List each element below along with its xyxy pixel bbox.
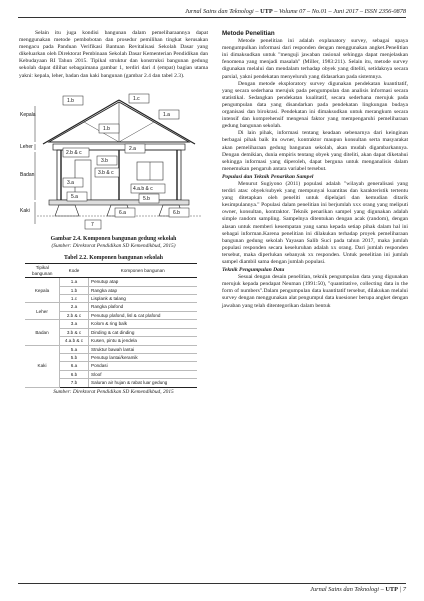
th-component: Komponen bangunan: [89, 264, 198, 278]
th-typical: Tipikal bangunan: [25, 264, 60, 278]
group-cell: Badan: [25, 320, 60, 345]
components-table: [25, 263, 197, 387]
table-row: [25, 303, 197, 311]
left-column: [19, 30, 208, 395]
page-number: 7: [402, 586, 406, 593]
intro-paragraph: Selain itu juga kondisi bangunan dalam pemeliharaannya dapat menggunakan metode pembobotan dan prosedur pemilihan tingkat kerusakan mengacu pada Panduan Verifikasi Bantuan Revitalisasi Sekolah Dasar yang dikeluarkan oleh Direktorat Pembinaan Sekolah Dasar Kementerian Pendidikan dan Kebudayaan RI Tahun 2015. Tipikal struktur dan konstruksi bangunan gedung sekolah dapat dilihat sebagaimana gambar 1, terdiri dari 4 (empat) bagian utama yakni: kepala, leher, badan dan kaki bangunan (gambar 2.4 dan tabel 2.3).: [19, 30, 208, 79]
code-cell: 5.b: [60, 353, 89, 361]
component-cell: Rangka atap: [89, 286, 198, 294]
component-cell: Saluran air hujan & rabat luar gedung: [89, 379, 198, 387]
label-kaki: Kaki: [20, 207, 30, 214]
footer-brand: UTP: [385, 586, 398, 593]
code-1a: 1.a: [163, 111, 170, 118]
code-cell: 2.b & c: [60, 311, 89, 319]
code-cell: 1.b: [60, 286, 89, 294]
table-source: Sumber: Direktorat Pendidikan SD Kemendikbud, 2015: [53, 388, 174, 395]
subsection-data-collection: Teknik Pengumpulan Data: [222, 267, 285, 274]
code-2bc: 2.b & c: [66, 149, 82, 156]
right-column: [222, 30, 408, 310]
foundation-left: [55, 205, 79, 216]
code-4abc: 4.a.b & c: [133, 185, 153, 192]
th-code: Kode: [60, 264, 89, 278]
table-header-row: [25, 264, 197, 278]
code-cell: 3.b & c: [60, 328, 89, 336]
table-row: [25, 320, 197, 328]
paragraph-method: Metode penelitian ini adalah explanatory survey, sebagai upaya mengumpulkan informasi dari responden dengan menggunakan angket.Penelitian ini dimaksudkan untuk "menguji jawaban rasional sehingga dapat menjelaskan fenomena yang menjadi masalah" (Miller, 1983:211). Selain itu, metode survey digunakan melalui dan mendalam terhadap obyek yang diteliti, setidaknya secara parsial, yakni pendekatan menyeluruh yang didasarkan pada sistemnya.: [222, 38, 408, 80]
code-cell: 2.a: [60, 303, 89, 311]
code-3a: 3.a: [67, 179, 74, 186]
label-boxes: [63, 94, 189, 229]
group-cell: Kaki: [25, 345, 60, 387]
component-cell: Penutup plafond, lisl & cat plafond: [89, 311, 198, 319]
label-kepala: Kepala: [20, 111, 36, 118]
label-leher: Leher: [20, 143, 33, 150]
component-cell: Dinding & cat dinding: [89, 328, 198, 336]
code-cell: 6.b: [60, 370, 89, 378]
building-figure: [19, 84, 208, 234]
figure-caption: Gambar 2.4. Komponen bangunan gedung sekolah: [50, 235, 177, 242]
component-cell: Pondasi: [89, 362, 198, 370]
code-cell: 6.a: [60, 362, 89, 370]
figure-source: (Sumber: Direktorat Pendidikan SD Kemendikbud, 2015): [51, 242, 176, 249]
code-2a: 2.a: [129, 145, 136, 152]
component-cell: Kolom & ring balk: [89, 320, 198, 328]
component-cell: Struktur bawah lantai: [89, 345, 198, 353]
roof-strut-right: [119, 122, 154, 142]
code-cell: 4.a.b & c: [60, 337, 89, 345]
component-cell: Penutup lantai/keramik: [89, 353, 198, 361]
paragraph-population: Menurut Sugiyono (2011) populasi adalah "wilayah generalisasi yang terdiri atas: obyek/subyek yang mempunyai kuantitas dan karakteristik tertentu yang ditetapkan oleh peneliti untuk dipelajari dan kemudian ditarik kesimpulannya." Populasi dalam penelitian ini berjumlah xxx orang yang meliputi owner, konsultan, kontraktor. Teknik penarikan sampel yang digunakan adalah simple random sampling. Sampelnya ditentukan dengan acak (random), dengan alasan untuk memberi kesempatan yang sama kepada setiap pihak dalam hal ini sebagai informan.Karena penelitian ini dilakukan terhadap proyek pemeliharaan bangunan gedung sekolah Yayasan Salib Suci pada tahun 2017, maka jumlah populasi responden secara keseluruhan adalah xx orang. Dari jumlah responden tersebut, maka diperlukan sebanyak xx responden. Untuk penelitian ini jumlah sampel diambil sama dengan jumlah populasi.: [222, 180, 408, 265]
footer-journal-name: Jurnal Sains dan Teknologi: [310, 586, 380, 593]
code-6b: 6.b: [173, 209, 180, 216]
code-cell: 5.a: [60, 345, 89, 353]
code-cell: 3.a: [60, 320, 89, 328]
code-5a: 5.a: [71, 193, 78, 200]
header-journal-name: Jurnal Sains dan Teknologi: [184, 8, 254, 15]
component-cell: Kusen, pintu & jendela: [89, 337, 198, 345]
section-title: Metode Penelitian: [222, 30, 275, 37]
code-cell: 7.b: [60, 379, 89, 387]
component-cell: Sloof: [89, 370, 198, 378]
code-5b: 5.b: [143, 195, 150, 202]
code-1b: 1.b: [67, 97, 74, 104]
component-cell: Penutup atap: [89, 278, 198, 286]
header-brand: UTP: [260, 8, 273, 15]
code-3bc: 3.b & c: [98, 169, 114, 176]
header-issue: Volume 07 – No.01 – Juni 2017 – ISSN 2356-0878: [279, 8, 406, 15]
code-cell: 1.c: [60, 295, 89, 303]
journal-header: Jurnal Sains dan Teknologi – UTP – Volume 07 – No.01 – Juni 2017 – ISSN 2356-0878: [18, 8, 406, 18]
table-row: [25, 278, 197, 286]
paragraph-approach: Dengan metode eksploratory survey digunakan pendekatan kuantitatif, yang secara sederhana merujuk pada pengumpulan dan analisis informasi secara statistikal. Sedangkan pendekatan kualitatif, secara sederhana merujuk pada pengumpulan data yang disandarkan pada pendekatan lingkungan budaya organisasi dan birokrasi. Pendekatan ini dimaksudkan untuk merangkum secara intensif dan komprehensif mengenai faktor yang mempengaruhi pemeliharaan gedung bangunan sekolah.: [222, 80, 408, 130]
code-6a: 6.a: [119, 209, 126, 216]
journal-footer: Jurnal Sains dan Teknologi – UTP | 7: [18, 583, 406, 593]
group-cell: Leher: [25, 303, 60, 320]
code-cell: 1.a: [60, 278, 89, 286]
roof-edge-left: [43, 97, 119, 144]
paragraph-information: Di lain pihak, informasi tentang keadaan sebenarnya dari keinginan berbagai pihak baik itu owner, kontraktor maupun konsultan serta masyarakat akan pemeliharaan gedung bangunan sekolah, akan mudah digambarkannya. Dengan demikian, dunia empiris tentang obyek yang diteliti, akan dapat diketahui sehingga informasi yang diperoleh, dapat berguna untuk menganalisis dalam menemukan pengaruh antara variabel tersebut.: [222, 130, 408, 172]
label-badan: Badan: [20, 171, 35, 178]
roof-edge-right: [119, 100, 195, 144]
code-1b-inner: 1.b: [103, 125, 110, 132]
paragraph-data-collection: Sesuai dengan desain penelitian, teknik pengumpulan data yang digunakan merujuk kepada pendapat Neuman (1991:50), "quantitative, collecting data in the form of numbers".Dalam pengumpulan data kuantitatif tersebut, dilakukan melalui survey dengan menggunakan alat pengumpul data kuesioner berupa angket dengan jawaban yang telah ditentegorikan dalam bentuk: [222, 274, 408, 309]
subsection-population: Populasi dan Teknik Penarikan Sampel: [222, 173, 314, 180]
component-cell: Lisplank & talang: [89, 295, 198, 303]
code-1c: 1.c: [133, 95, 140, 102]
table-row: [25, 345, 197, 353]
code-3b: 3.b: [101, 157, 108, 164]
table-title: Tabel 2.2. Komponen bangunan sekolah: [63, 255, 163, 262]
component-cell: Rangka plafond: [89, 303, 198, 311]
group-cell: Kepala: [25, 278, 60, 303]
code-7: 7: [91, 221, 94, 228]
